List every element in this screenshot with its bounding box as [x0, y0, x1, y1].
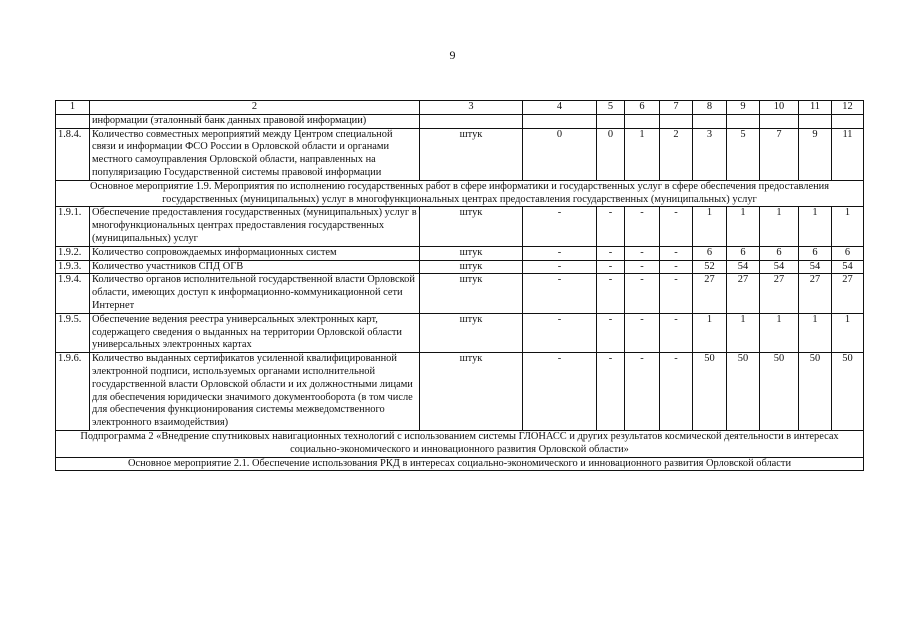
row-value: 5 — [727, 128, 760, 180]
row-value: - — [523, 260, 597, 274]
page-number: 9 — [449, 48, 456, 62]
row-number: 1.9.5. — [56, 313, 90, 352]
row-value: 1 — [693, 207, 727, 246]
row-value: 1 — [693, 313, 727, 352]
row-value: 27 — [799, 274, 832, 313]
row-description: Количество органов исполнительной государственной власти Орловской области, имеющих доступ к информационно-коммуникационной сети Интернет — [90, 274, 420, 313]
row-value: - — [625, 313, 660, 352]
row-value: 6 — [832, 246, 864, 260]
row-value: - — [597, 313, 625, 352]
row-value: 27 — [760, 274, 799, 313]
row-value: 54 — [799, 260, 832, 274]
row-value: 6 — [799, 246, 832, 260]
section-title: Подпрограмма 2 «Внедрение спутниковых навигационных технологий с использованием системы ГЛОНАСС и других результатов космической деятельности в интересах социально-экономического и инновационного развития Орловской области» — [56, 430, 864, 457]
row-number: 1.9.2. — [56, 246, 90, 260]
row-number: 1.9.3. — [56, 260, 90, 274]
row-unit: штук — [420, 207, 523, 246]
row-value: 0 — [597, 128, 625, 180]
row-value: 6 — [760, 246, 799, 260]
section-title: Основное мероприятие 2.1. Обеспечение использования РКД в интересах социально-экономического и инновационного развития Орловской области — [56, 457, 864, 471]
section-title: Основное мероприятие 1.9. Мероприятия по исполнению государственных работ в сфере информатики и государственных услуг в сфере обеспечения предоставления государственных (муниципальных) услуг в многофункциональных центрах предоставления государственных (муниципальных) услуг — [56, 180, 864, 207]
row-value: 11 — [832, 128, 864, 180]
row-value: 1 — [625, 128, 660, 180]
row-value: - — [523, 246, 597, 260]
row-value — [693, 114, 727, 128]
row-value: - — [597, 260, 625, 274]
row-value: 27 — [693, 274, 727, 313]
row-value: 50 — [693, 353, 727, 431]
row-value: 50 — [760, 353, 799, 431]
row-value: 1 — [799, 313, 832, 352]
row-value: 50 — [832, 353, 864, 431]
table-row — [56, 114, 864, 128]
row-value: - — [625, 353, 660, 431]
row-value: 1 — [727, 207, 760, 246]
header-cell: 12 — [832, 101, 864, 115]
row-value: 54 — [727, 260, 760, 274]
indicators-table — [55, 100, 864, 471]
header-cell: 9 — [727, 101, 760, 115]
row-value: - — [660, 246, 693, 260]
row-value: 1 — [832, 313, 864, 352]
table-row — [56, 313, 864, 352]
row-value — [727, 114, 760, 128]
row-description: Количество выданных сертификатов усиленной квалифицированной электронной подписи, используемых органами исполнительной государственной власти Орловской области и их должностными лицами для обеспечения юридически значимого документооборота (в том числе для обеспечения функционирования системы межведомственного электронного взаимодействия) — [90, 353, 420, 431]
row-value: 2 — [660, 128, 693, 180]
row-value — [597, 114, 625, 128]
header-cell: 1 — [56, 101, 90, 115]
row-description: Количество совместных мероприятий между Центром специальной связи и информации ФСО России в Орловской области и органами местного самоуправления Орловской области, направленных на популяризацию Государственной системы правовой информации — [90, 128, 420, 180]
row-value: - — [625, 207, 660, 246]
row-value: 52 — [693, 260, 727, 274]
row-value: - — [625, 274, 660, 313]
row-number: 1.9.6. — [56, 353, 90, 431]
table-row — [56, 128, 864, 180]
table-row — [56, 274, 864, 313]
header-row — [56, 101, 864, 115]
table-row — [56, 260, 864, 274]
row-description: Количество участников СПД ОГВ — [90, 260, 420, 274]
row-value: - — [597, 246, 625, 260]
header-cell: 6 — [625, 101, 660, 115]
row-value: 54 — [832, 260, 864, 274]
row-value: - — [625, 246, 660, 260]
header-cell: 3 — [420, 101, 523, 115]
header-cell: 10 — [760, 101, 799, 115]
header-cell: 8 — [693, 101, 727, 115]
row-value — [625, 114, 660, 128]
header-cell: 2 — [90, 101, 420, 115]
row-value: 1 — [832, 207, 864, 246]
row-unit: штук — [420, 313, 523, 352]
row-description: Обеспечение ведения реестра универсальных электронных карт, содержащего сведения о выданных на территории Орловской области универсальных электронных картах — [90, 313, 420, 352]
table-row — [56, 246, 864, 260]
row-unit: штук — [420, 274, 523, 313]
row-description: Количество сопровождаемых информационных систем — [90, 246, 420, 260]
row-value: 7 — [760, 128, 799, 180]
header-cell: 11 — [799, 101, 832, 115]
row-value: 50 — [727, 353, 760, 431]
row-value: 54 — [760, 260, 799, 274]
row-value: 1 — [760, 207, 799, 246]
row-value: 1 — [799, 207, 832, 246]
row-number: 1.9.4. — [56, 274, 90, 313]
row-value: 6 — [693, 246, 727, 260]
header-cell: 4 — [523, 101, 597, 115]
row-unit: штук — [420, 246, 523, 260]
section-row — [56, 430, 864, 457]
row-value: 27 — [727, 274, 760, 313]
table-row — [56, 353, 864, 431]
row-value: - — [597, 353, 625, 431]
row-value: - — [625, 260, 660, 274]
row-unit: штук — [420, 260, 523, 274]
header-cell: 7 — [660, 101, 693, 115]
row-value: - — [660, 313, 693, 352]
row-number: 1.9.1. — [56, 207, 90, 246]
row-value: 50 — [799, 353, 832, 431]
section-row — [56, 457, 864, 471]
row-value — [832, 114, 864, 128]
row-value: - — [660, 274, 693, 313]
row-unit — [420, 114, 523, 128]
row-value: 1 — [727, 313, 760, 352]
row-value: 3 — [693, 128, 727, 180]
row-value: - — [660, 353, 693, 431]
row-value: - — [660, 260, 693, 274]
row-value: 1 — [760, 313, 799, 352]
table-row — [56, 207, 864, 246]
row-value: - — [523, 313, 597, 352]
row-unit: штук — [420, 353, 523, 431]
section-row — [56, 180, 864, 207]
row-value — [523, 114, 597, 128]
row-description: информации (эталонный банк данных правовой информации) — [90, 114, 420, 128]
row-number — [56, 114, 90, 128]
row-value — [799, 114, 832, 128]
row-description: Обеспечение предоставления государственных (муниципальных) услуг в многофункциональных центрах предоставления государственных (муниципальных) услуг — [90, 207, 420, 246]
header-cell: 5 — [597, 101, 625, 115]
row-value: - — [523, 274, 597, 313]
row-value: - — [660, 207, 693, 246]
row-value — [660, 114, 693, 128]
row-value: 0 — [523, 128, 597, 180]
row-value: - — [597, 207, 625, 246]
row-value: 27 — [832, 274, 864, 313]
row-value — [760, 114, 799, 128]
row-value: - — [523, 353, 597, 431]
row-value: - — [523, 207, 597, 246]
row-unit: штук — [420, 128, 523, 180]
row-value: - — [597, 274, 625, 313]
row-value: 6 — [727, 246, 760, 260]
row-value: 9 — [799, 128, 832, 180]
row-number: 1.8.4. — [56, 128, 90, 180]
